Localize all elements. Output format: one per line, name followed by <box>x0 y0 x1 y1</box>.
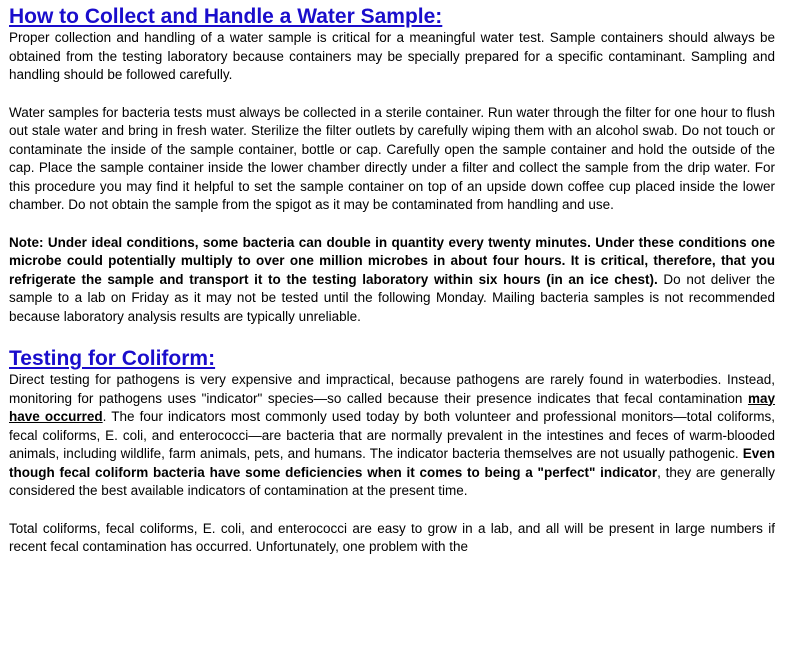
note-plain-text: Do not deliver the sample to a lab on Friday as it may not be tested until the following Monday. Mailing bacteria samples is not recommended because laboratory analysis results are typically unreliable. <box>9 271 775 324</box>
indicator-text-c: , they are generally considered the best available indicators of contamination at the present time. <box>9 464 775 498</box>
indicator-bold-text: Even though fecal coliform bacteria have some deficiencies when it comes to being a "perfect" indicator <box>9 446 775 480</box>
indicator-text-a: Direct testing for pathogens is very expensive and impractical, because pathogens are rarely found in waterbodies. Instead, monitoring for pathogens uses "indicator" species—so called because their presence indicates that fecal contamination <box>9 372 775 406</box>
indicator-underlined-text: may have occurred <box>9 390 775 424</box>
note-bold-text: Note: Under ideal conditions, some bacteria can double in quantity every twenty minutes. Under these conditions one microbe could potentially multiply to over one million microbes in about four hours. It is critical, therefore, that you refrigerate the sample and transport it to the testing laboratory within six hours (in an ice chest). <box>9 234 775 287</box>
spacer <box>9 326 775 346</box>
spacer <box>9 215 775 234</box>
paragraph-indicator-species <box>9 371 775 501</box>
indicator-text-b: . The four indicators most commonly used today by both volunteer and professional monitors—total coliforms, fecal coliforms, E. coli, and enterococci—are bacteria that are normally prevalent in the intestines and feces of warm-blooded animals, including wildlife, farm animals, pets, and humans. The indicator bacteria themselves are not usually pathogenic. <box>9 409 775 461</box>
paragraph-coliform-lab: Total coliforms, fecal coliforms, E. coli, and enterococci are easy to grow in a lab, and all will be present in large numbers if recent fecal contamination has occurred. Unfortunately, one problem with the <box>9 520 775 554</box>
section-heading-coliform: Testing for Coliform: <box>9 347 216 370</box>
spacer <box>9 85 775 104</box>
spacer <box>9 501 775 520</box>
section-heading-collect: How to Collect and Handle a Water Sample: <box>9 5 443 28</box>
paragraph-note <box>9 234 775 327</box>
document-page <box>9 4 775 557</box>
paragraph-collection-intro: Proper collection and handling of a water sample is critical for a meaningful water test. Sample containers should always be obtained from the testing laboratory because containers may be specially prepared for a specific contaminant. Sampling and handling should be followed carefully. <box>9 30 775 82</box>
paragraph-bacteria-procedure: Water samples for bacteria tests must always be collected in a sterile container. Run water through the filter for one hour to flush out stale water and bring in fresh water. Sterilize the filter outlets by carefully wiping them with an alcohol swab. Do not touch or contaminate the inside of the sample container, bottle or cap. Carefully open the sample container and hold the outside of the cap. Place the sample container inside the lower chamber directly under a filter and collect the sample from the drip water. For this procedure you may find it helpful to set the sample container on top of an upside down coffee cup placed inside the lower chamber. Do not obtain the sample from the spigot as it may be contaminated from handling and use. <box>9 104 775 212</box>
